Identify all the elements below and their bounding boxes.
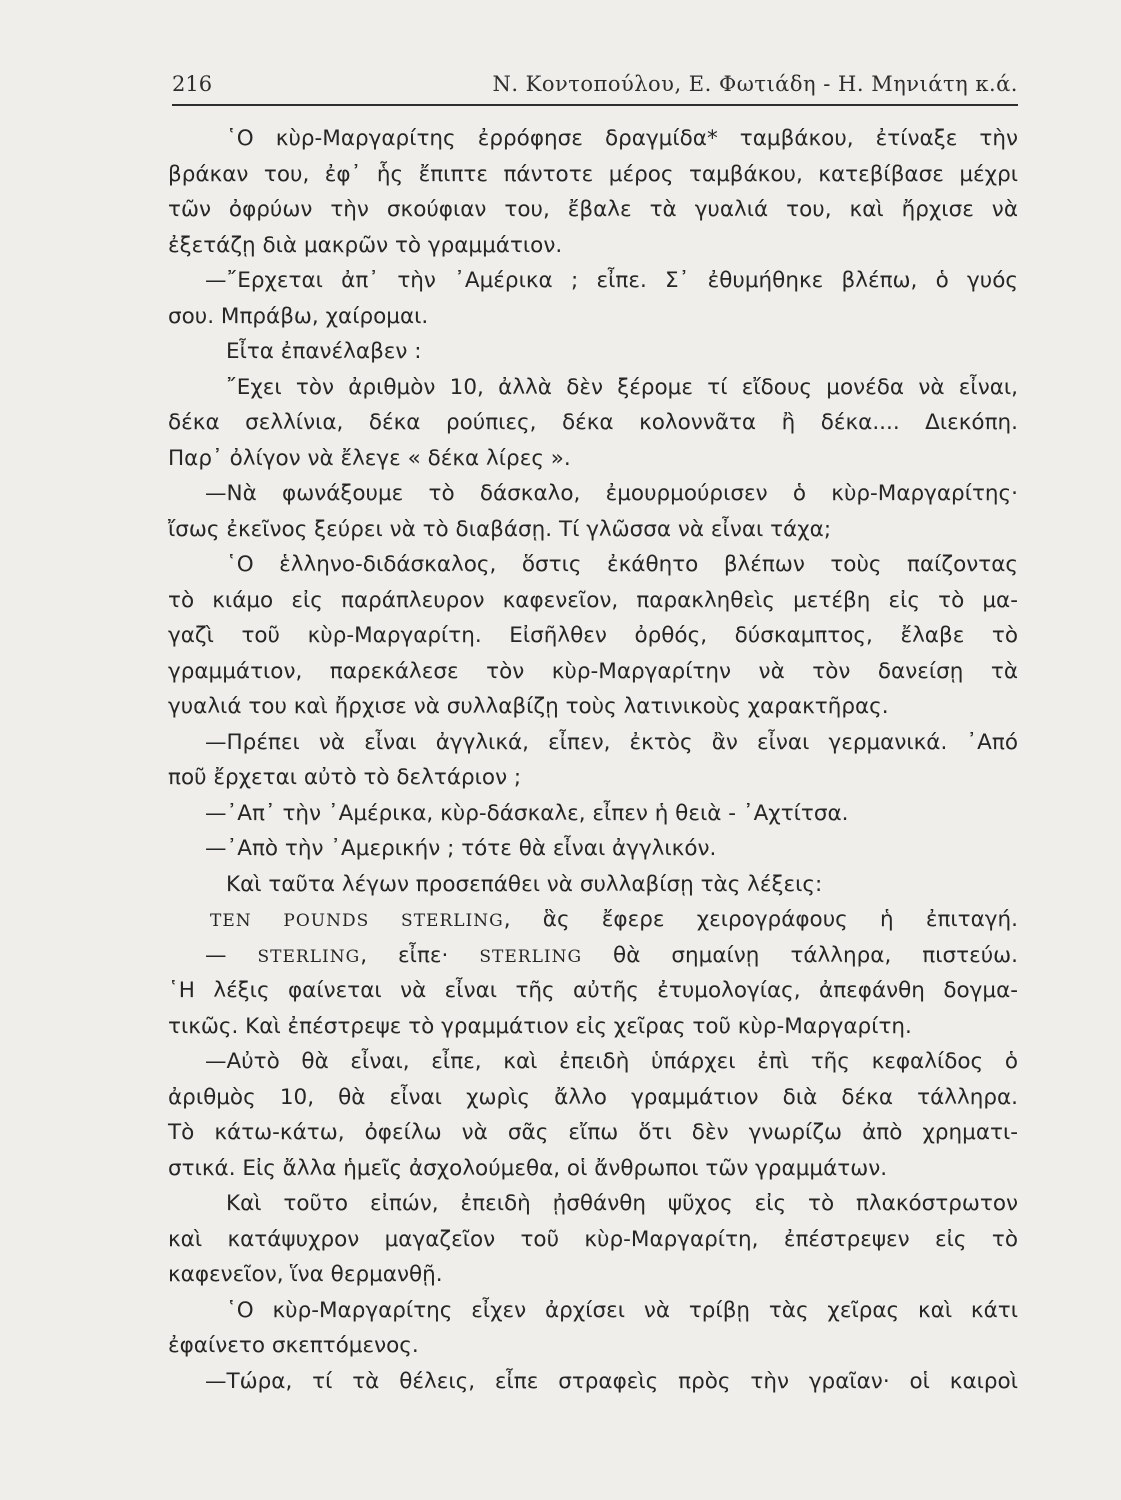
text-line: ῾Ο κὺρ-Μαργαρίτης εἶχεν ἀρχίσει νὰ τρίβῃ τὰς χεῖρας καὶ κάτι — [226, 1297, 1018, 1323]
text-line: δέκα σελλίνια, δέκα ρούπιες, δέκα κολοννᾶτα ἢ δέκα.... Διεκόπη. — [168, 410, 1018, 435]
text-line: γραμμάτιον, παρεκάλεσε τὸν κὺρ-Μαργαρίτην νὰ τὸν δανείσῃ τὰ — [168, 658, 1018, 684]
text-fragment: θὰ σημαίνῃ τάλληρα, πιστεύω. — [582, 942, 1018, 968]
text-line: Εἶτα ἐπανέλαβεν : — [226, 339, 422, 364]
text-line: ποῦ ἔρχεται αὐτὸ τὸ δελτάριον ; — [168, 765, 522, 790]
page-number: 216 — [172, 72, 213, 96]
body-text — [168, 121, 1018, 1399]
text-line: καφενεῖον, ἵνα θερμανθῇ. — [168, 1262, 443, 1287]
text-line: βράκαν του, ἐφ᾽ ἧς ἔπιπτε πάντοτε μέρος ταμβάκου, κατεβίβασε μέχρι — [168, 161, 1018, 187]
text-line: Παρ᾽ ὀλίγον νὰ ἔλεγε « δέκα λίρες ». — [168, 445, 571, 471]
text-line: ῾Η λέξις φαίνεται νὰ εἶναι τῆς αὐτῆς ἐτυμολογίας, ἀπεφάνθη δογμα- — [168, 978, 1018, 1003]
text-line: γυαλιά του καὶ ἤρχισε νὰ συλλαβίζῃ τοὺς λατινικοὺς χαρακτῆρας. — [168, 694, 889, 719]
text-line: —᾽Απ᾽ τὴν ᾽Αμέρικα, κὺρ-δάσκαλε, εἶπεν ἡ θειὰ - ᾽Αχτίτσα. — [205, 800, 849, 826]
text-line: —Πρέπει νὰ εἶναι ἀγγλικά, εἶπεν, ἐκτὸς ἂν εἶναι γερμανικά. ᾽Από — [205, 729, 1018, 755]
quoted-english-text: STERLING — [479, 946, 583, 967]
text-line: —῎Ερχεται ἀπ᾽ τὴν ᾽Αμέρικα ; εἶπε. Σ᾽ ἐθυμήθηκε βλέπω, ὁ γυός — [205, 268, 1018, 293]
text-line: Τὸ κάτω-κάτω, ὀφείλω νὰ σᾶς εἴπω ὅτι δὲν γνωρίζω ἀπὸ χρηματι- — [168, 1120, 1018, 1145]
text-line: ἐξετάζῃ διὰ μακρῶν τὸ γραμμάτιον. — [168, 232, 563, 258]
text-line: —Νὰ φωνάξουμε τὸ δάσκαλο, ἐμουρμούρισεν ὁ κὺρ-Μαργαρίτης· — [205, 481, 1018, 506]
text-line: τῶν ὀφρύων τὴν σκούφιαν του, ἔβαλε τὰ γυαλιά του, καὶ ἤρχισε νὰ — [168, 197, 1018, 222]
text-line: ῾Ο ἑλληνο-διδάσκαλος, ὅστις ἐκάθητο βλέπων τοὺς παίζοντας — [226, 552, 1018, 577]
text-line: σου. Μπράβω, χαίρομαι. — [168, 303, 429, 329]
text-line: ἐφαίνετο σκεπτόμενος. — [168, 1333, 419, 1358]
text-fragment: , ἃς ἔφερε χειρογράφους ἡ ἐπιταγή. — [503, 907, 1018, 932]
text-line: στικά. Εἰς ἄλλα ἡμεῖς ἀσχολούμεθα, οἱ ἄνθρωποι τῶν γραμμάτων. — [168, 1155, 888, 1181]
text-line: ῾Ο κὺρ-Μαργαρίτης ἐρρόφησε δραγμίδα* ταμβάκου, ἐτίναξε τὴν — [226, 126, 1018, 151]
quoted-english-text: TEN POUNDS STERLING — [210, 911, 504, 931]
header-rule — [172, 104, 1018, 106]
text-line: τὸ κιάμο εἰς παράπλευρον καφενεῖον, παρακληθεὶς μετέβη εἰς τὸ μα- — [168, 587, 1018, 613]
text-line: ἴσως ἐκεῖνος ξεύρει νὰ τὸ διαβάσῃ. Τί γλῶσσα νὰ εἶναι τάχα; — [168, 516, 832, 542]
text-line: ἀριθμὸς 10, θὰ εἶναι χωρὶς ἄλλο γραμμάτιον διὰ δέκα τάλληρα. — [168, 1084, 1018, 1110]
quoted-english-text: STERLING — [257, 946, 361, 967]
text-line: τικῶς. Καὶ ἐπέστρεψε τὸ γραμμάτιον εἰς χεῖρας τοῦ κὺρ-Μαργαρίτη. — [168, 1013, 912, 1039]
text-line: ῎Εχει τὸν ἀριθμὸν 10, ἀλλὰ δὲν ξέρομε τί εἴδους μονέδα νὰ εἶναι, — [226, 374, 1018, 400]
page-header — [172, 68, 1018, 102]
text-line: Καὶ τοῦτο εἰπών, ἐπειδὴ ᾐσθάνθη ψῦχος εἰς τὸ πλακόστρωτον — [226, 1191, 1018, 1216]
text-line — [168, 938, 1018, 974]
text-line: —Αὐτὸ θὰ εἶναι, εἶπε, καὶ ἐπειδὴ ὑπάρχει ἐπὶ τῆς κεφαλίδος ὁ — [205, 1049, 1018, 1074]
text-fragment: , εἶπε· — [360, 942, 480, 968]
text-line: —Τώρα, τί τὰ θέλεις, εἶπε στραφεὶς πρὸς τὴν γραῖαν· οἱ καιροὶ — [205, 1368, 1018, 1394]
text-line: γαζὶ τοῦ κὺρ-Μαργαρίτη. Εἰσῆλθεν ὀρθός, δύσκαμπτος, ἔλαβε τὸ — [168, 623, 1018, 648]
text-line — [168, 902, 1018, 938]
text-line: καὶ κατάψυχρον μαγαζεῖον τοῦ κὺρ-Μαργαρίτη, ἐπέστρεψεν εἰς τὸ — [168, 1226, 1018, 1252]
text-fragment: — — [205, 942, 258, 968]
text-line: —᾽Απὸ τὴν ᾽Αμερικήν ; τότε θὰ εἶναι ἀγγλικόν. — [205, 836, 717, 861]
running-head: Ν. Κοντοπούλου, Ε. Φωτιάδη - Η. Μηνιάτη κ.ά. — [492, 72, 1018, 96]
text-line: Καὶ ταῦτα λέγων προσεπάθει νὰ συλλαβίσῃ τὰς λέξεις: — [226, 871, 823, 897]
